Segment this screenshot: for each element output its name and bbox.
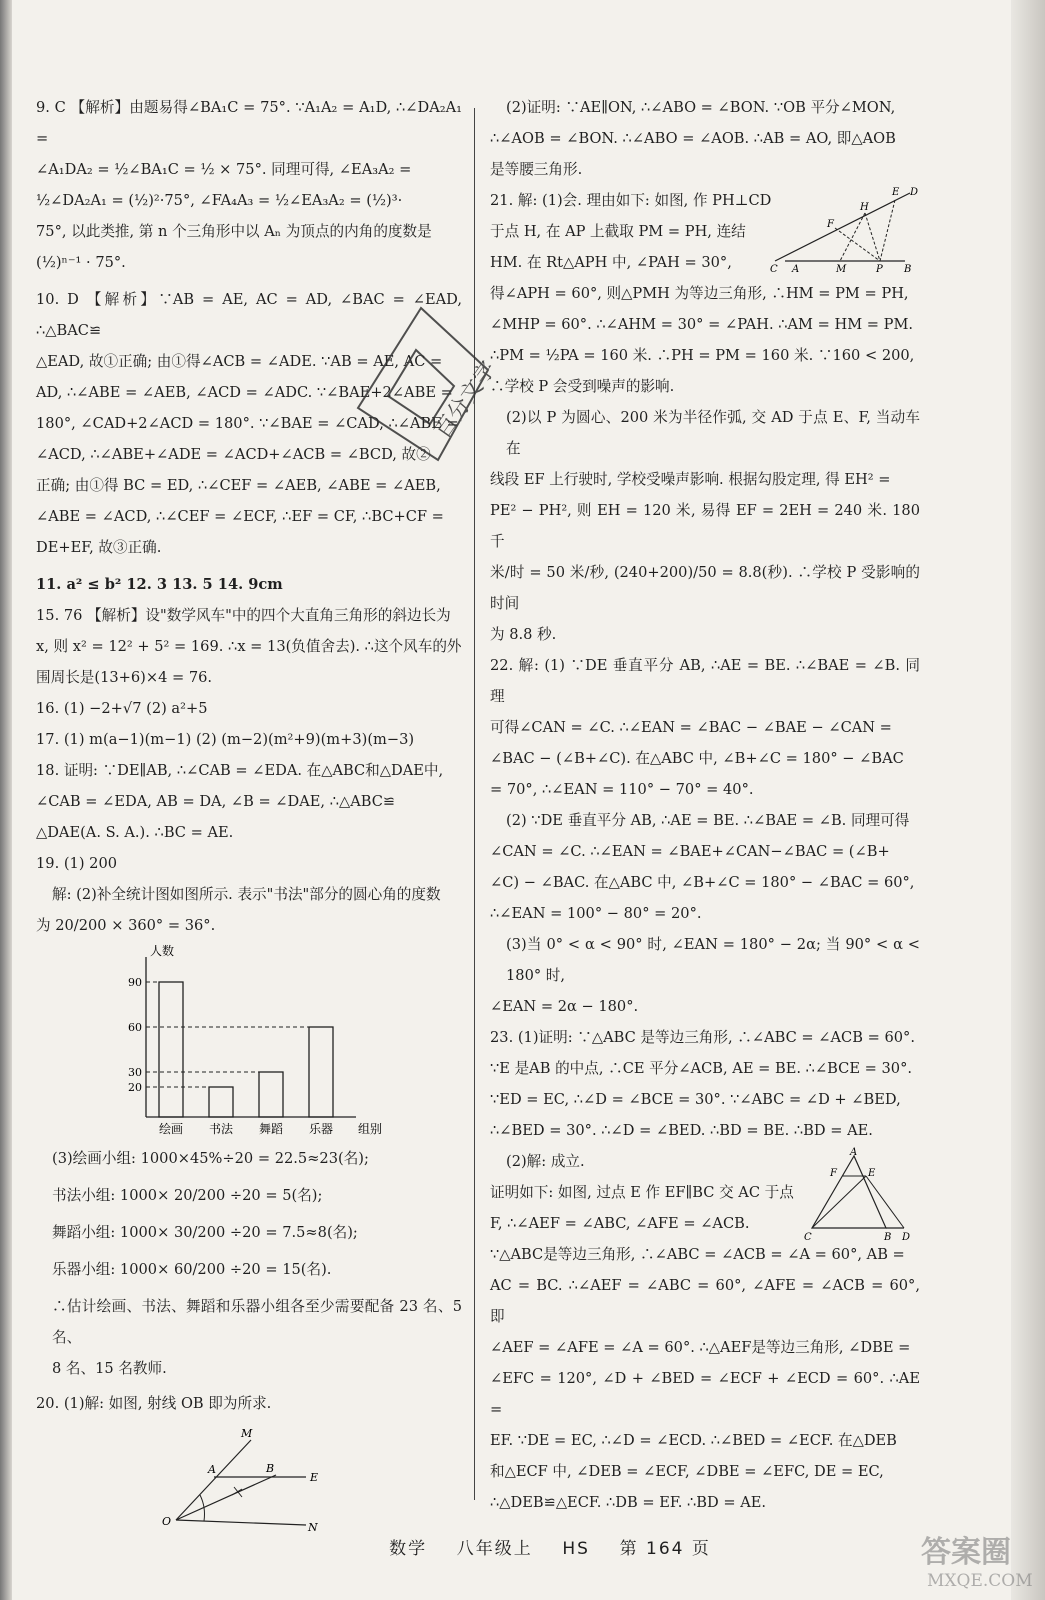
label-e: E <box>310 1471 319 1484</box>
bar-chart <box>36 944 462 1137</box>
category-label: 书法 <box>208 1122 234 1136</box>
text-line: EF. ∵DE = EC, ∴∠D = ∠ECD. ∴∠BED = ∠ECF. 在△DEB <box>490 1432 897 1449</box>
label-e: E <box>868 1168 876 1179</box>
text-line: 23. (1)证明: ∵△ABC 是等边三角形, ∴∠ABC = ∠ACB = 60°. <box>490 1029 915 1046</box>
label-m: M <box>836 264 847 275</box>
text-line: ∴△DEB≌△ECF. ∴DB = EF. ∴BD = AE. <box>490 1494 767 1511</box>
figure-20-svg <box>156 1425 356 1535</box>
text-line: 是等腰三角形. <box>490 161 583 178</box>
text-line: PE² − PH², 则 EH = 120 米, 易得 EF = 2EH = 240 米. 180 千 <box>490 502 920 550</box>
bar-0 <box>159 982 183 1117</box>
text-line: (3)绘画小组: 1000×45%÷20 = 22.5≈23(名); <box>52 1150 369 1167</box>
label-a: A <box>792 264 800 275</box>
text-line: 舞蹈小组: 1000× 30/200 ÷20 = 7.5≈8(名); <box>52 1224 358 1241</box>
text-line: (3)当 0° < α < 90° 时, ∠EAN = 180° − 2α; 当 90° < α < 180° 时, <box>506 936 920 984</box>
label-c: C <box>804 1232 812 1243</box>
answer-23 <box>490 1022 920 1518</box>
label-d: D <box>902 1232 911 1243</box>
text-line: 75°, 以此类推, 第 n 个三角形中以 Aₙ 为顶点的内角的度数是 <box>36 223 432 240</box>
category-label: 绘画 <box>158 1122 184 1136</box>
text-line: 乐器小组: 1000× 60/200 ÷20 = 15(名). <box>52 1261 332 1278</box>
label-f: F <box>827 219 834 230</box>
label-p: P <box>876 264 883 275</box>
text-line: 于点 H, 在 AP 上截取 PM = PH, 连结 <box>490 223 746 240</box>
text-line: 18. 证明: ∵DE∥AB, ∴∠CAB = ∠EDA. 在△ABC和△DAE中, <box>36 762 444 779</box>
stamp-text: 百分文字 <box>430 357 502 444</box>
label-f: F <box>830 1168 837 1179</box>
segment-ec <box>812 1176 866 1228</box>
text-line: ∠EAN = 2α − 180°. <box>490 998 639 1015</box>
watermark-url: MXQE.COM <box>927 1571 1033 1591</box>
text-line: AC = BC. ∴∠AEF = ∠ABC = 60°, ∠AFE = ∠ACB = 60°, 即 <box>490 1277 920 1325</box>
text-line: ∠CAB = ∠EDA, AB = DA, ∠B = ∠DAE, ∴△ABC≌ <box>36 793 396 810</box>
label-o: O <box>162 1515 172 1528</box>
label-h: H <box>860 202 869 213</box>
text-line: (2) ∵DE 垂直平分 AB, ∴AE = BE. ∴∠BAE = ∠B. 同理可得 <box>506 812 910 829</box>
watermark-logo <box>917 1524 1037 1594</box>
text-line: 180°, ∠CAD+2∠ACD = 180°. ∵∠BAE = ∠CAD, ∴∠ABE = <box>36 415 459 432</box>
answer-16: 16. (1) −2+√7 (2) a²+5 <box>36 700 208 717</box>
text-line: ∴∠AOB = ∠BON. ∴∠ABO = ∠AOB. ∴AB = AO, 即△AOB <box>490 130 896 147</box>
answer-22 <box>490 650 920 1022</box>
text-line: ∴∠BED = 30°. ∴∠D = ∠BED. ∴BD = BE. ∴BD = AE. <box>490 1122 873 1139</box>
cross-mark <box>232 1487 242 1497</box>
text-line: ∠C) − ∠BAC. 在△ABC 中, ∠B+∠C = 180° − ∠BAC = 60°, <box>490 874 915 891</box>
label-a: A <box>850 1147 858 1158</box>
page-right-edge <box>1011 0 1045 1600</box>
text-line: 正确; 由①得 BC = ED, ∴∠CEF = ∠AEB, ∠ABE = ∠AEB, <box>36 477 441 494</box>
text-line: HM. 在 Rt△APH 中, ∠PAH = 30°, <box>490 254 732 271</box>
answer-18 <box>36 755 462 848</box>
watermark-text: 答案圈 <box>921 1535 1011 1570</box>
text-line: ∠MHP = 60°. ∴∠AHM = 30° = ∠PAH. ∴AM = HM = PM. <box>490 316 914 333</box>
text-line: 21. 解: (1)会. 理由如下: 如图, 作 PH⊥CD <box>490 192 772 209</box>
text-line: = 70°, ∴∠EAN = 110° − 70° = 40°. <box>490 781 754 798</box>
label-m: M <box>241 1427 253 1440</box>
footer-page: 第 164 页 <box>619 1539 711 1559</box>
page-footer <box>300 1534 800 1559</box>
text-line: ∴PM = ½PA = 160 米. ∴PH = PM = 160 米. ∵160 < 200, <box>490 347 915 364</box>
y-axis-label: 人数 <box>150 944 175 958</box>
text-line: ∠ACD, ∴∠ABE+∠ADE = ∠ACD+∠ACB = ∠BCD, 故② <box>36 446 431 463</box>
ray-on <box>176 1520 306 1525</box>
text-line: 得∠APH = 60°, 则△PMH 为等边三角形, ∴HM = PM = PH, <box>490 285 909 302</box>
text-line: 解: (2)补全统计图如图所示. 表示"书法"部分的圆心角的度数 <box>52 886 441 903</box>
answer-9 <box>36 92 462 278</box>
text-line: ∠CAN = ∠C. ∴∠EAN = ∠BAE+∠CAN−∠BAC = (∠B+ <box>490 843 890 860</box>
y-tick-label: 90 <box>128 976 142 989</box>
text-line: △EAD, 故①正确; 由①得∠ACB = ∠ADE. ∵AB = AE, AC = <box>36 353 443 370</box>
x-axis-label: 组别 <box>358 1122 383 1136</box>
text-line: (2)以 P 为圆心、200 米为半径作弧, 交 AD 于点 E、F, 当动车在 <box>506 409 920 457</box>
text-line: ∵E 是AB 的中点, ∴CE 平分∠ACB, AE = BE. ∴∠BCE = 30°. <box>490 1060 913 1077</box>
line-cd <box>775 193 910 261</box>
text-line: ∴估计绘画、书法、舞蹈和乐器小组各至少需要配备 23 名、5 名、 <box>52 1298 462 1346</box>
figure-20 <box>36 1425 462 1535</box>
text-line: 10. D 【解析】∵AB = AE, AC = AD, ∠BAC = ∠EAD, ∴△BAC≌ <box>36 291 462 339</box>
category-label: 乐器 <box>308 1122 334 1136</box>
text-line: ∠EFC = 120°, ∠D + ∠BED = ∠ECF + ∠ECD = 60°. ∴AE = <box>490 1370 920 1418</box>
footer-edition: HS <box>562 1539 590 1559</box>
text-line: (2)证明: ∵AE∥ON, ∴∠ABO = ∠BON. ∵OB 平分∠MON, <box>506 99 896 116</box>
stamp-mark <box>346 300 502 470</box>
text-line: 围周长是(13+6)×4 = 76. <box>36 669 213 686</box>
label-b: B <box>884 1232 892 1243</box>
text-line: (½)ⁿ⁻¹ · 75°. <box>36 254 126 271</box>
category-label: 舞蹈 <box>258 1122 284 1136</box>
text-line: 可得∠CAN = ∠C. ∴∠EAN = ∠BAC − ∠BAE − ∠CAN = <box>490 719 892 736</box>
text-line: 为 8.8 秒. <box>490 626 557 643</box>
bar-2 <box>259 1072 283 1117</box>
label-c: C <box>770 264 778 275</box>
answer-20-part1: 20. (1)解: 如图, 射线 OB 即为所求. <box>36 1395 272 1412</box>
text-line: 为 20/200 × 360° = 36°. <box>36 917 216 934</box>
segment-ph <box>865 213 880 261</box>
text-line: AD, ∴∠ABE = ∠AEB, ∠ACD = ∠ADC. ∵∠BAE+2∠ABE = <box>36 384 453 401</box>
segment-ed <box>866 1176 904 1228</box>
answer-15 <box>36 600 462 693</box>
text-line: ∴学校 P 会受到噪声的影响. <box>490 378 675 395</box>
text-line: x, 则 x² = 12² + 5² = 169. ∴x = 13(负值舍去). ∴这个风车的外 <box>36 638 462 655</box>
figure-21-svg <box>770 183 920 273</box>
text-line: ∠ABE = ∠ACD, ∴∠CEF = ∠ECF, ∴EF = CF, ∴BC+CF = <box>36 508 444 525</box>
text-line: F, ∴∠AEF = ∠ABC, ∠AFE = ∠ACB. <box>490 1215 750 1232</box>
text-line: ∵ED = EC, ∴∠D = ∠BCE = 30°. ∵∠ABC = ∠D + ∠BED, <box>490 1091 901 1108</box>
text-line: ∴∠EAN = 100° − 80° = 20°. <box>490 905 702 922</box>
text-line: 15. 76 【解析】设"数学风车"中的四个大直角三角形的斜边长为 <box>36 607 451 624</box>
label-b: B <box>904 264 912 275</box>
ray-ob <box>176 1475 276 1520</box>
text-line: 8 名、15 名教师. <box>52 1360 167 1377</box>
text-line: ∵△ABC是等边三角形, ∴∠ABC = ∠ACB = ∠A = 60°, AB = <box>490 1246 905 1263</box>
bar-3 <box>309 1027 333 1117</box>
figure-23-svg <box>804 1148 914 1244</box>
text-line: 米/时 = 50 米/秒, (240+200)/50 = 8.8(秒). ∴学校 P 受影响的时间 <box>490 564 920 612</box>
footer-grade: 八年级上 <box>456 1539 533 1559</box>
segment-pe <box>880 200 895 261</box>
page-left-edge <box>0 0 12 1600</box>
text-line: 9. C 【解析】由题易得∠BA₁C = 75°. ∵A₁A₂ = A₁D, ∴∠DA₂A₁ = <box>36 99 462 147</box>
text-line: △DAE(A. S. A.). ∴BC = AE. <box>36 824 234 841</box>
text-line: 和△ECF 中, ∠DEB = ∠ECF, ∠DBE = ∠EFC, DE = EC, <box>490 1463 884 1480</box>
answer-21 <box>490 185 920 650</box>
footer-subject: 数学 <box>389 1539 428 1559</box>
text-line: 22. 解: (1) ∵DE 垂直平分 AB, ∴AE = BE. ∴∠BAE = ∠B. 同理 <box>490 657 920 705</box>
text-line: 书法小组: 1000× 20/200 ÷20 = 5(名); <box>52 1187 323 1204</box>
ray-om <box>176 1440 251 1520</box>
bar-chart-svg <box>36 944 383 1137</box>
text-line: ½∠DA₂A₁ = (½)²·75°, ∠FA₄A₃ = ½∠EA₃A₂ = (½)³· <box>36 192 403 209</box>
text-line: 证明如下: 如图, 过点 E 作 EF∥BC 交 AC 于点 <box>490 1184 794 1201</box>
text-line: DE+EF, 故③正确. <box>36 539 162 556</box>
bar-1 <box>209 1087 233 1117</box>
text-line: (2)解: 成立. <box>506 1153 585 1170</box>
answer-19-part3 <box>36 1143 462 1384</box>
label-e: E <box>892 187 900 198</box>
text-line: ∠A₁DA₂ = ½∠BA₁C = ½ × 75°. 同理可得, ∠EA₃A₂ = <box>36 161 412 178</box>
segment-hm <box>840 213 865 261</box>
label-d: D <box>910 187 919 198</box>
y-tick-label: 60 <box>128 1021 142 1034</box>
text-line: ∠AEF = ∠AFE = ∠A = 60°. ∴△AEF是等边三角形, ∠DBE = <box>490 1339 911 1356</box>
segment-pf <box>835 228 880 261</box>
answer-17: 17. (1) m(a−1)(m−1) (2) (m−2)(m²+9)(m+3)(m−3) <box>36 731 415 748</box>
label-a: A <box>208 1463 216 1476</box>
label-n: N <box>308 1521 318 1534</box>
answers-11-14: 11. a² ≤ b² 12. 3 13. 5 14. 9cm <box>36 576 283 593</box>
y-tick-label: 30 <box>128 1066 142 1079</box>
y-tick-label: 20 <box>128 1081 142 1094</box>
text-line: 线段 EF 上行驶时, 学校受噪声影响. 根据勾股定理, 得 EH² = <box>490 471 891 488</box>
answer-20-part2 <box>490 92 920 185</box>
answer-19-part1: 19. (1) 200 <box>36 855 118 872</box>
right-column <box>490 92 920 1518</box>
text-line: ∠BAC − (∠B+∠C). 在△ABC 中, ∠B+∠C = 180° − ∠BAC <box>490 750 904 767</box>
answer-19-part2 <box>36 879 462 941</box>
label-b: B <box>266 1462 275 1475</box>
